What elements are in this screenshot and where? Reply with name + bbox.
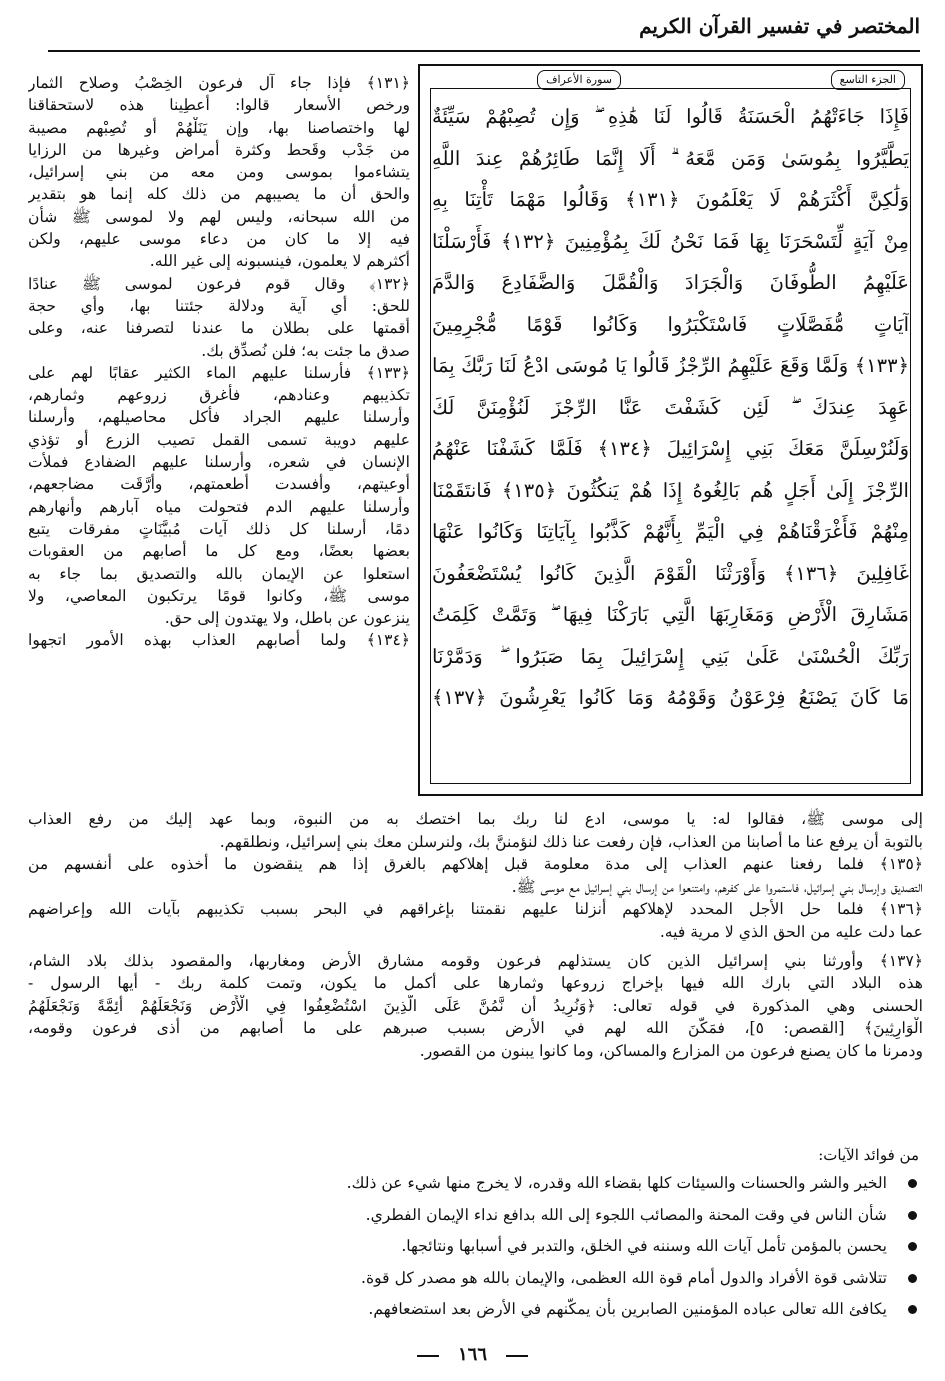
quran-line: غَافِلِينَ ﴿١٣٦﴾ وَأَوْرَثْنَا الْقَوْمَ الَّذِينَ كَانُوا يُسْتَضْعَفُونَ	[432, 561, 909, 585]
quran-line: الرِّجْزَ إِلَىٰ أَجَلٍ هُم بَالِغُوهُ إِذَا هُمْ يَنكُثُونَ ﴿١٣٥﴾ فَانتَقَمْنَا	[432, 478, 909, 502]
benefit-item	[28, 1263, 923, 1295]
body-line: عما دلت عليه من الحق الذي لا مرية فيه.	[659, 922, 923, 941]
page-header	[40, 10, 920, 52]
quran-line: مَشَارِقَ الْأَرْضِ وَمَغَارِبَهَا الَّتِي بَارَكْنَا فِيهَا ۖ وَتَمَّتْ كَلِمَتُ	[432, 603, 909, 626]
benefit-text: الخير والشر والحسنات والسيئات كلها بقضاء الله وقدره، لا يخرج منها شيء عن ذلك.	[346, 1174, 887, 1192]
book-title: المختصر في تفسير القرآن الكريم	[639, 14, 920, 38]
bullet-icon	[908, 1274, 917, 1283]
tafsir-line: دمًا، أرسلنا كل ذلك آيات مُبيَّنَاتٍ مفرقات يتبع	[28, 519, 410, 538]
body-line: الحسنى وهي المذكورة في قوله تعالى: ﴿وَنُرِيدُ أَن نَّمُنَّ عَلَى الَّذِينَ اسْتُضْعِفُوا فِي الْأَرْضِ وَنَجْعَلَهُمْ أَئِمَّةً وَنَجْعَلَهُمُ	[28, 996, 923, 1015]
benefit-item	[28, 1200, 923, 1232]
tafsir-line: موسى ﷺ، وكانوا قومًا يرتكبون المعاصي، ولا	[28, 586, 410, 605]
tafsir-line: أوعيتهم، وأفسدت أطعمتهم، وأَرَّقَت مضاجعهم،	[28, 475, 410, 494]
tafsir-line: من الله سبحانه، وليس لهم ولا لموسى ﷺ شأن	[28, 207, 410, 226]
bullet-icon	[908, 1179, 917, 1188]
tafsir-line: والحق أن ما يصيبهم من ذلك كله إنما هو بتقدير	[28, 185, 410, 204]
quran-line: فَإِذَا جَاءَتْهُمُ الْحَسَنَةُ قَالُوا لَنَا هَٰذِهِ ۖ وَإِن تُصِبْهُمْ سَيِّئَةٌ	[432, 105, 909, 128]
benefits-heading: من فوائد الآيات:	[818, 1146, 919, 1164]
tafsir-line: للحق: أي آية ودلالة جئتنا بها، وأي حجة	[28, 296, 410, 315]
ornament-icon	[506, 1355, 528, 1357]
quran-line: عَلَيْهِمُ الطُّوفَانَ وَالْجَرَادَ وَالْقُمَّلَ وَالضَّفَادِعَ وَالدَّمَ	[432, 271, 909, 294]
quran-line: ﴿١٣٣﴾ وَلَمَّا وَقَعَ عَلَيْهِمُ الرِّجْزُ قَالُوا يَا مُوسَى ادْعُ لَنَا رَبَّكَ بِمَا	[432, 354, 909, 377]
tafsir-line: لها واختصاصنا بها، وإن يَنَلْهُمْ أو تُصِبْهم مصيبة	[28, 118, 410, 137]
bullet-icon	[908, 1305, 917, 1314]
body-line: ودمرنا ما كان يصنع فرعون من المزارع والمساكن، وما كانوا يبنون من القصور.	[419, 1041, 923, 1060]
tafsir-line: عليهم دويبة تسمى القمل تصيب الزرع أو تؤذي	[28, 430, 410, 449]
quran-line: مِنْهُمْ فَأَغْرَقْنَاهُمْ فِي الْيَمِّ بِأَنَّهُمْ كَذَّبُوا بِآيَاتِنَا وَكَانُوا عَنْهَا	[432, 520, 909, 543]
header-rule	[48, 50, 920, 52]
quran-line: يَطَّيَّرُوا بِمُوسَىٰ وَمَن مَّعَهُ ۗ أَلَا إِنَّمَا طَائِرُهُمْ عِندَ اللَّهِ	[432, 146, 909, 170]
tafsir-line: من جَدْب وقَحط وكثرة أمراض وغيرها من الرزايا	[28, 140, 410, 159]
tafsir-line: فيه إلا ما كان من دعاء موسى عليهم، ولكن	[28, 230, 410, 249]
body-line: بالتوبة أن يرفع عنا ما أصابنا من العذاب، فإن رفعت عنا ذلك لنؤمننَّ بك، ولنرسلن معك بني إسرائيل، ونطلقهم.	[219, 832, 923, 851]
quran-line: مِنْ آيَةٍ لِّتَسْحَرَنَا بِهَا فَمَا نَحْنُ لَكَ بِمُؤْمِنِينَ ﴿١٣٢﴾ فَأَرْسَلْنَا	[432, 229, 909, 253]
body-line: ﴿١٣٧﴾ وأورثنا بني إسرائيل الذين كان يستذلهم فرعون وقومه مشارق الأرض ومغاربها، والمقصود بذلك بلاد الشام،	[28, 951, 923, 970]
benefit-item	[28, 1231, 923, 1263]
quran-verses	[432, 96, 909, 778]
page-footer	[0, 1344, 945, 1374]
benefits-section	[28, 1142, 923, 1326]
tafsir-line: ﴿١٣١﴾ فإذا جاء آل فرعون الخِصْبُ وصلاح الثمار	[28, 74, 410, 92]
tafsir-line: ينزعون عن باطل، ولا يهتدون إلى حق.	[164, 609, 410, 628]
tafsir-line: أقمتها على بطلان ما عندنا لتصرفنا عنه، وعلى	[28, 319, 410, 338]
tafsir-line: وأرسلنا عليهم الجراد فأكل محاصيلهم، وأرسلنا	[28, 408, 410, 427]
quran-line: رَبِّكَ الْحُسْنَىٰ عَلَىٰ بَنِي إِسْرَائِيلَ بِمَا صَبَرُوا ۖ وَدَمَّرْنَا	[432, 644, 909, 668]
tafsir-line: ﴿١٣٤﴾ ولما أصابهم العذاب بهذه الأمور اتجهوا	[28, 631, 410, 650]
tafsir-column	[28, 72, 410, 652]
tafsir-line: وأرسلنا عليهم الدم فتحولت مياه آبارهم وأنهارهم	[28, 497, 410, 516]
benefit-text: شأن الناس في وقت المحنة والمصائب اللجوء إلى الله بدافع نداء الإيمان الفطري.	[365, 1205, 887, 1224]
body-line: ﴿١٣٦﴾ فلما حل الأجل المحدد لإهلاكهم أنزلنا عليهم نقمتنا بإغراقهم في البحر بسبب تكذيبهم بآيات الله وإعراضهم	[28, 900, 923, 919]
quran-line: آيَاتٍ مُّفَصَّلَاتٍ فَاسْتَكْبَرُوا وَكَانُوا قَوْمًا مُّجْرِمِينَ	[432, 312, 909, 336]
benefit-text: يكافئ الله تعالى عباده المؤمنين الصابرين بأن يمكّنهم في الأرض بعد استضعافهم.	[368, 1300, 887, 1318]
quran-text-frame	[418, 64, 923, 796]
tafsir-line: بعضها بعضًا، ومع كل ما أصابهم من العقوبات	[28, 542, 410, 561]
tafsir-line: ﴿١٣٣﴾ فأرسلنا عليهم الماء الكثير عقابًا لهم على	[28, 363, 410, 382]
quran-line: وَلَنُرْسِلَنَّ مَعَكَ بَنِي إِسْرَائِيلَ ﴿١٣٤﴾ فَلَمَّا كَشَفْنَا عَنْهُمُ	[432, 437, 909, 460]
body-line: هذه البلاد التي بارك الله فيها بإخراج زروعها وثمارها على أكمل ما يكون، وتمت كلمة ربك - أيها الرسول -	[28, 974, 923, 993]
benefit-text: يحسن بالمؤمن تأمل آيات الله وسننه في الخلق، والتدبر في أسبابها ونتائجها.	[401, 1237, 887, 1255]
body-line: ﴿١٣٥﴾ فلما رفعنا عنهم العذاب إلى مدة معلومة قبل إهلاكهم بالغرق إذا هم ينقضون ما أخذوه على أنفسهم من	[28, 855, 923, 874]
tafsir-line: استعلوا عن الإيمان بالله والتصديق بما جاء به	[28, 564, 410, 583]
quran-line: وَلَٰكِنَّ أَكْثَرَهُمْ لَا يَعْلَمُونَ ﴿١٣١﴾ وَقَالُوا مَهْمَا تَأْتِنَا بِهِ	[432, 188, 909, 211]
juz-label: الجزء التاسع	[831, 70, 905, 90]
tafsir-line: ﴿١٣٢﴾ وقال قوم فرعون لموسى ﷺ عنادًا	[28, 274, 410, 293]
tafsir-line: أكثرهم لا يعلمون، فينسبونه إلى غير الله.	[149, 252, 410, 271]
page-number: ١٦٦	[457, 1344, 487, 1365]
bullet-icon	[908, 1211, 917, 1220]
body-line: التصديق وإرسال بني إسرائيل، فاستمروا على كفرهم، وامتنعوا من إرسال بني إسرائيل مع موسى ﷺ.	[511, 877, 923, 896]
tafsir-full-width	[28, 808, 923, 1063]
benefit-text: تتلاشى قوة الأفراد والدول أمام قوة الله العظمى، والإيمان بالله هو مصدر كل قوة.	[361, 1268, 887, 1287]
surah-label: سورة الأعراف	[537, 70, 621, 90]
quran-line: مَا كَانَ يَصْنَعُ فِرْعَوْنُ وَقَوْمُهُ وَمَا كَانُوا يَعْرِشُونَ ﴿١٣٧﴾	[432, 686, 909, 709]
ornament-icon	[417, 1355, 439, 1357]
tafsir-line: يتشاءموا بموسى ومن معه من بني إسرائيل،	[28, 163, 410, 182]
body-line: الْوَارِثِينَ﴾ [القصص: ٥]، فمَكَّنَ الله لهم في الأرض بسبب صبرهم على ما أصابهم من أذى فرعون وقومه،	[28, 1019, 923, 1038]
tafsir-line: الإنسان في شعره، وأرسلنا عليهم الضفادع فملأت	[28, 453, 410, 472]
tafsir-line: ورخص الأسعار قالوا: أُعطِينا هذه لاستحقاقنا	[28, 96, 410, 115]
tafsir-line: تكذيبهم وعنادهم، فأغرق زروعهم وثمارهم،	[28, 386, 410, 405]
bullet-icon	[908, 1242, 917, 1251]
benefit-item	[28, 1168, 923, 1200]
benefit-item	[28, 1294, 923, 1326]
tafsir-line: صدق ما جئت به؛ فلن نُصدِّق بك.	[201, 341, 410, 360]
body-line: إلى موسى ﷺ، فقالوا له: يا موسى، ادع لنا ربك بما اختصك به من النبوة، وبما عهد إليك من رفع العذاب	[28, 810, 923, 828]
quran-line: عَهِدَ عِندَكَ ۖ لَئِن كَشَفْتَ عَنَّا الرِّجْزَ لَنُؤْمِنَنَّ لَكَ	[432, 395, 909, 419]
